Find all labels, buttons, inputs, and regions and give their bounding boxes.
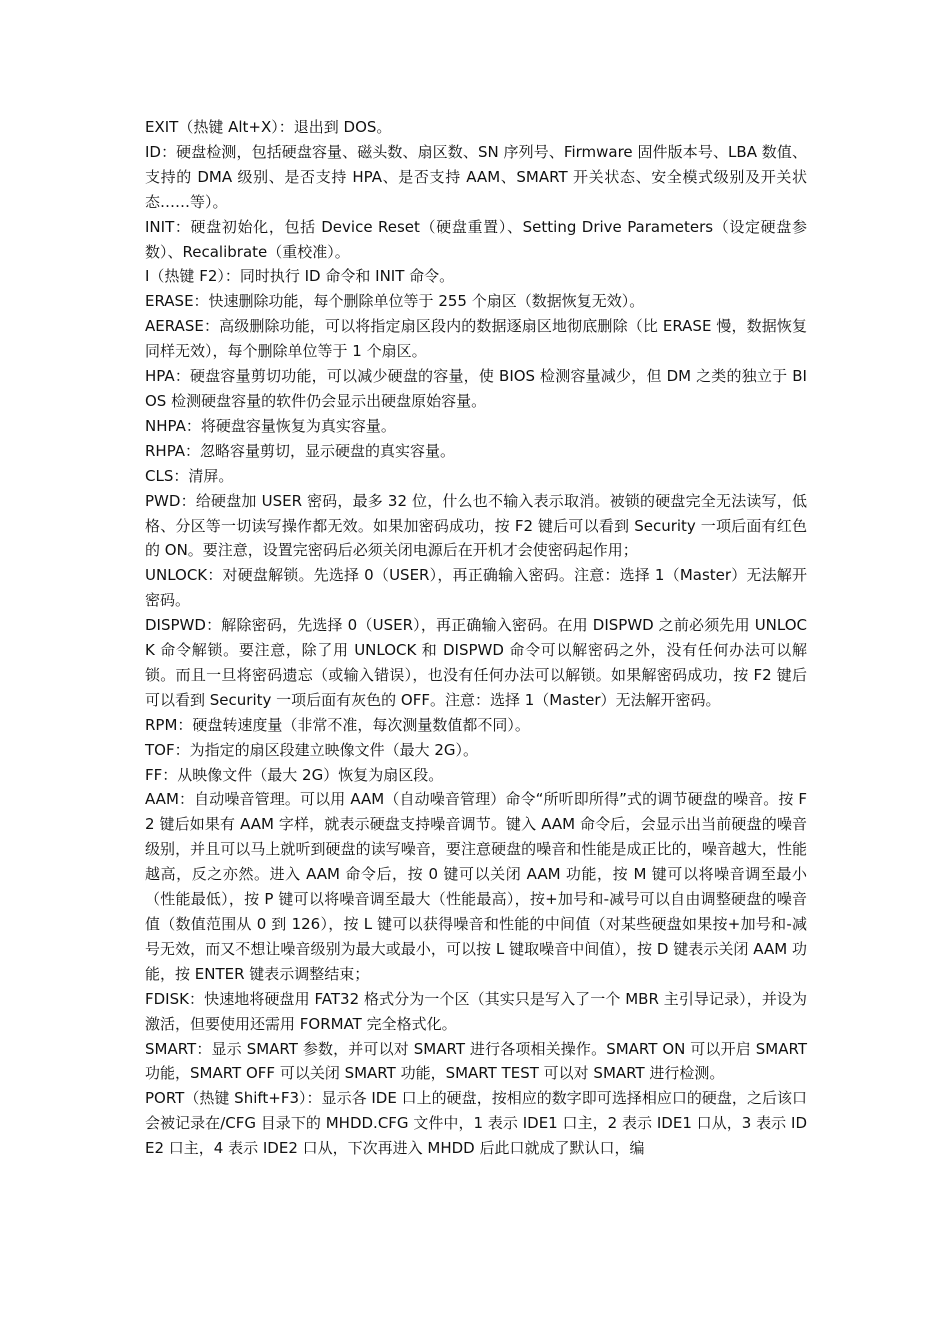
paragraph-cls: CLS：清屏。 <box>145 466 234 485</box>
paragraph-pwd: PWD：给硬盘加 USER 密码，最多 32 位，什么也不输入表示取消。被锁的硬盘完全无法读写，低格、分区等一切读写操作都无效。如果加密码成功，按 F2 键后可以看到 Security 一项后面有红色的 ON。要注意，设置完密码后必须关闭电源后在开机才会使密码起作用； <box>145 491 807 560</box>
paragraph-i: I（热键 F2）：同时执行 ID 命令和 INIT 命令。 <box>145 267 455 286</box>
paragraph-dispwd: DISPWD：解除密码，先选择 0（USER），再正确输入密码。在用 DISPWD 之前必须先用 UNLOCK 命令解锁。要注意，除了用 UNLOCK 和 DISPWD 命令可以解密码之外，没有任何办法可以解锁。而且一旦将密码遗忘（或输入错误），也没有任何办法可以解锁。如果解密码成功，按 F2 键后可以看到 Security 一项后面有灰色的 OFF。注意：选择 1（Master）无法解开密码。 <box>145 616 807 709</box>
paragraph-id: ID：硬盘检测，包括硬盘容量、磁头数、扇区数、SN 序列号、Firmware 固件版本号、LBA 数值、支持的 DMA 级别、是否支持 HPA、是否支持 AAM、SMART 开关状态、安全模式级别及开关状态……等）。 <box>145 142 807 211</box>
paragraph-erase: ERASE：快速删除功能，每个删除单位等于 255 个扇区（数据恢复无效）。 <box>145 292 645 311</box>
paragraph-port: PORT（热键 Shift+F3）：显示各 IDE 口上的硬盘，按相应的数字即可选择相应口的硬盘，之后该口会被记录在/CFG 目录下的 MHDD.CFG 文件中，1 表示 IDE1 口主，2 表示 IDE1 口从，3 表示 IDE2 口主，4 表示 IDE2 口从，下次再进入 MHDD 后此口就成了默认口，编 <box>145 1089 807 1158</box>
paragraph-hpa: HPA：硬盘容量剪切功能，可以减少硬盘的容量，使 BIOS 检测容量减少，但 DM 之类的独立于 BIOS 检测硬盘容量的软件仍会显示出硬盘原始容量。 <box>145 367 807 410</box>
paragraph-rhpa: RHPA：忽略容量剪切，显示硬盘的真实容量。 <box>145 441 456 460</box>
paragraph-exit: EXIT（热键 Alt+X）：退出到 DOS。 <box>145 118 392 136</box>
paragraph-aam: AAM：自动噪音管理。可以用 AAM（自动噪音管理）命令“所听即所得”式的调节硬盘的噪音。按 F2 键后如果有 AAM 字样，就表示硬盘支持噪音调节。键入 AAM 命令后，会显示出当前硬盘的噪音级别，并且可以马上就听到硬盘的读写噪音，要注意硬盘的噪音和性能是成正比的，噪音越大，性能越高，反之亦然。进入 AAM 命令后，按 0 键可以关闭 AAM 功能，按 M 键可以将噪音调至最小（性能最低），按 P 键可以将噪音调至最大（性能最高），按+加号和-减号可以自由调整硬盘的噪音值（数值范围从 0 到 126），按 L 键可以获得噪音和性能的中间值（对某些硬盘如果按+加号和-减号无效，而又不想让噪音级别为最大或最小，可以按 L 键取噪音中间值），按 D 键表示关闭 AAM 功能，按 ENTER 键表示调整结束； <box>145 790 807 983</box>
paragraph-ff: FF：从映像文件（最大 2G）恢复为扇区段。 <box>145 765 444 784</box>
paragraph-unlock: UNLOCK：对硬盘解锁。先选择 0（USER），再正确输入密码。注意：选择 1（Master）无法解开密码。 <box>145 566 807 610</box>
paragraph-init: INIT：硬盘初始化，包括 Device Reset（硬盘重置）、Setting Drive Parameters（设定硬盘参数）、Recalibrate（重校准）。 <box>145 217 807 261</box>
document-page <box>145 115 807 1161</box>
paragraph-smart: SMART：显示 SMART 参数，并可以对 SMART 进行各项相关操作。SMART ON 可以开启 SMART 功能，SMART OFF 可以关闭 SMART 功能，SMART TEST 可以对 SMART 进行检测。 <box>145 1039 807 1083</box>
paragraph-fdisk: FDISK：快速地将硬盘用 FAT32 格式分为一个区（其实只是写入了一个 MBR 主引导记录），并设为激活，但要使用还需用 FORMAT 完全格式化。 <box>145 989 807 1033</box>
paragraph-rpm: RPM：硬盘转速度量（非常不准，每次测量数值都不同）。 <box>145 715 530 734</box>
paragraph-tof: TOF：为指定的扇区段建立映像文件（最大 2G）。 <box>145 740 479 759</box>
paragraph-aerase: AERASE：高级删除功能，可以将指定扇区段内的数据逐扇区地彻底删除（比 ERASE 慢，数据恢复同样无效），每个删除单位等于 1 个扇区。 <box>145 317 807 361</box>
paragraph-nhpa: NHPA：将硬盘容量恢复为真实容量。 <box>145 416 396 435</box>
